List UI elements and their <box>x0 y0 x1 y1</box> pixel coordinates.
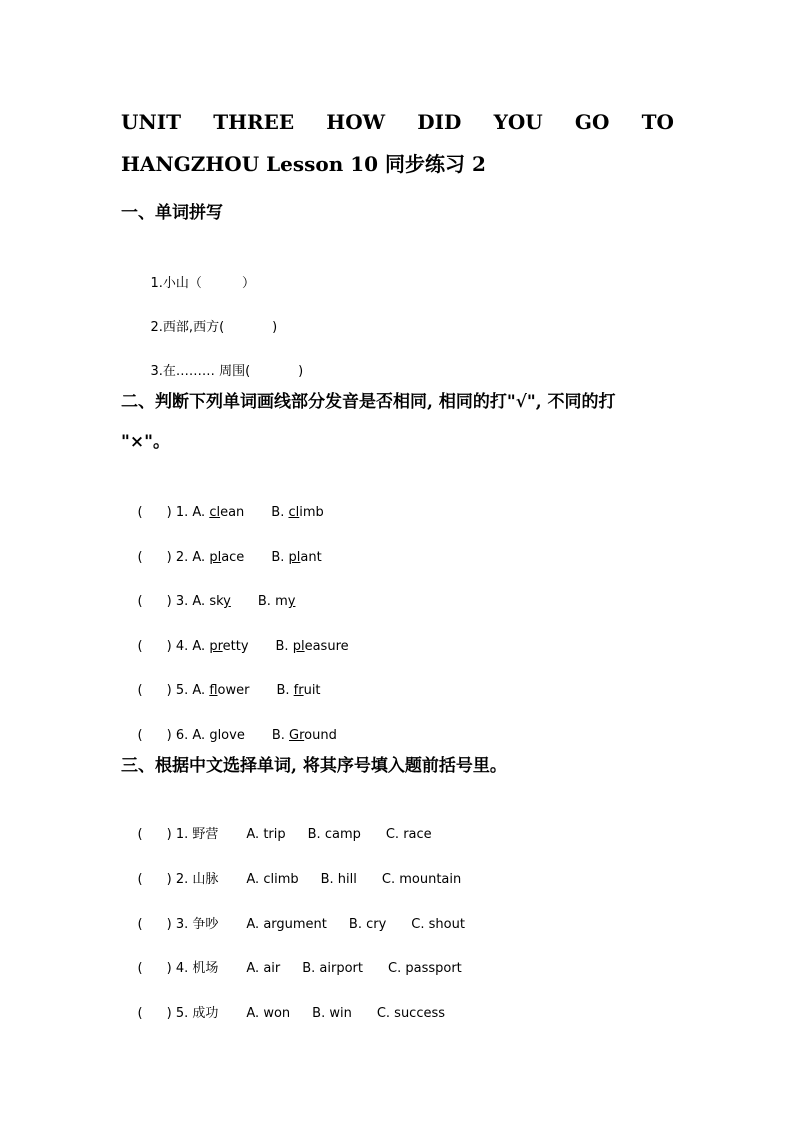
item-text: 1.小山（ <box>150 276 202 291</box>
option-b-rest: easure <box>304 639 349 654</box>
option-b-underlined: Gr <box>289 728 305 743</box>
answer-bracket-close: ) <box>166 594 172 609</box>
option-b-prefix: m <box>275 594 288 609</box>
answer-bracket-open: ( <box>137 827 143 842</box>
answer-bracket-open: ( <box>137 872 143 887</box>
answer-bracket-close: ) <box>166 683 172 698</box>
item-text: 2.西部,西方( <box>150 320 225 335</box>
option-b: B. camp <box>307 827 361 842</box>
section-3-heading: 三、根据中文选择单词, 将其序号填入题前括号里。 <box>121 756 507 776</box>
option-c: C. success <box>376 1006 446 1021</box>
answer-bracket-open: ( <box>137 728 143 743</box>
answer-bracket-close: ) <box>166 827 172 842</box>
answer-bracket-open: ( <box>137 505 143 520</box>
item-number: 2. <box>175 872 189 887</box>
option-a: A. air <box>246 961 281 976</box>
option-b-label: B. <box>276 683 290 698</box>
item-number: 5. <box>175 1006 189 1021</box>
document-title <box>121 101 674 185</box>
answer-bracket-open: ( <box>137 683 143 698</box>
option-a-underlined: y <box>223 594 231 609</box>
option-b-rest: ound <box>304 728 337 743</box>
title-line-2: HANGZHOU Lesson 10 同步练习 2 <box>121 152 486 176</box>
title-word: DID <box>417 110 462 134</box>
option-b-label: B. <box>275 639 289 654</box>
item-chinese: 成功 <box>192 1006 219 1021</box>
item-close: ) <box>272 320 278 335</box>
item-number: 5. A. <box>175 683 206 698</box>
answer-bracket-close: ) <box>166 639 172 654</box>
option-b-rest: ant <box>300 550 322 565</box>
option-a: A. argument <box>246 917 327 932</box>
answer-bracket-open: ( <box>137 1006 143 1021</box>
item-number: 1. A. <box>175 505 206 520</box>
title-word: HOW <box>326 110 386 134</box>
option-b-underlined: y <box>287 594 296 609</box>
option-c: C. race <box>385 827 432 842</box>
answer-bracket-open: ( <box>137 917 143 932</box>
answer-bracket-close: ) <box>166 961 172 976</box>
item-close: ) <box>298 364 304 379</box>
answer-bracket-close: ) <box>166 872 172 887</box>
option-b: B. airport <box>302 961 364 976</box>
item-number: 1. <box>175 827 189 842</box>
option-a-underlined: cl <box>209 505 221 520</box>
section-1-heading: 一、单词拼写 <box>121 203 223 223</box>
option-b-label: B. <box>271 728 285 743</box>
option-a: A. won <box>246 1006 291 1021</box>
item-close: ） <box>241 276 255 291</box>
answer-bracket-close: ) <box>166 728 172 743</box>
option-a-rest: etty <box>222 639 249 654</box>
item-chinese: 野营 <box>192 827 219 842</box>
answer-bracket-close: ) <box>166 1006 172 1021</box>
answer-bracket-open: ( <box>137 594 143 609</box>
vocab-item-5 <box>121 984 445 1044</box>
option-c: C. passport <box>388 961 462 976</box>
option-b-underlined: pl <box>288 550 301 565</box>
section-2-heading-line-1: 二、判断下列单词画线部分发音是否相同, 相同的打"√", 不同的打 <box>121 392 616 412</box>
option-b-underlined: fr <box>293 683 304 698</box>
option-a-prefix: sk <box>209 594 224 609</box>
option-a-underlined: pl <box>209 550 222 565</box>
item-chinese: 机场 <box>192 961 219 976</box>
title-word: GO <box>574 110 610 134</box>
option-a-rest: ower <box>217 683 250 698</box>
answer-bracket-open: ( <box>137 961 143 976</box>
option-b-underlined: pl <box>292 639 305 654</box>
option-a-underlined: pr <box>209 639 223 654</box>
option-b: B. hill <box>320 872 357 887</box>
title-word: THREE <box>213 110 295 134</box>
title-line-1 <box>121 101 674 143</box>
option-b: B. cry <box>348 917 387 932</box>
title-word: YOU <box>493 110 543 134</box>
item-number: 3. A. <box>175 594 206 609</box>
option-a: A. trip <box>246 827 286 842</box>
answer-bracket-close: ) <box>166 505 172 520</box>
option-c: C. mountain <box>381 872 462 887</box>
answer-bracket-close: ) <box>166 917 172 932</box>
option-b: B. win <box>312 1006 352 1021</box>
option-a-underlined: fl <box>209 683 218 698</box>
item-number: 2. A. <box>175 550 206 565</box>
item-number: 4. <box>175 961 189 976</box>
item-number: 4. A. <box>175 639 206 654</box>
item-text: 3.在……… 周围( <box>150 364 251 379</box>
item-number: 6. A. <box>175 728 206 743</box>
option-a: A. climb <box>246 872 299 887</box>
item-chinese: 山脉 <box>192 872 219 887</box>
option-b-rest: uit <box>303 683 321 698</box>
section-2-heading-line-2: "×"。 <box>121 432 170 452</box>
title-word: TO <box>641 110 674 134</box>
option-b-rest: imb <box>299 505 324 520</box>
option-a-rest: ean <box>220 505 245 520</box>
option-b-label: B. <box>257 594 271 609</box>
answer-bracket-open: ( <box>137 639 143 654</box>
answer-bracket-open: ( <box>137 550 143 565</box>
section-2-heading <box>121 382 674 462</box>
item-number: 3. <box>175 917 189 932</box>
title-word: UNIT <box>121 110 181 134</box>
item-chinese: 争吵 <box>192 917 219 932</box>
option-c: C. shout <box>411 917 465 932</box>
answer-bracket-close: ) <box>166 550 172 565</box>
option-b-label: B. <box>271 505 285 520</box>
option-a-rest: glove <box>209 728 245 743</box>
option-b-label: B. <box>271 550 285 565</box>
option-b-underlined: cl <box>288 505 300 520</box>
option-a-rest: ace <box>221 550 245 565</box>
